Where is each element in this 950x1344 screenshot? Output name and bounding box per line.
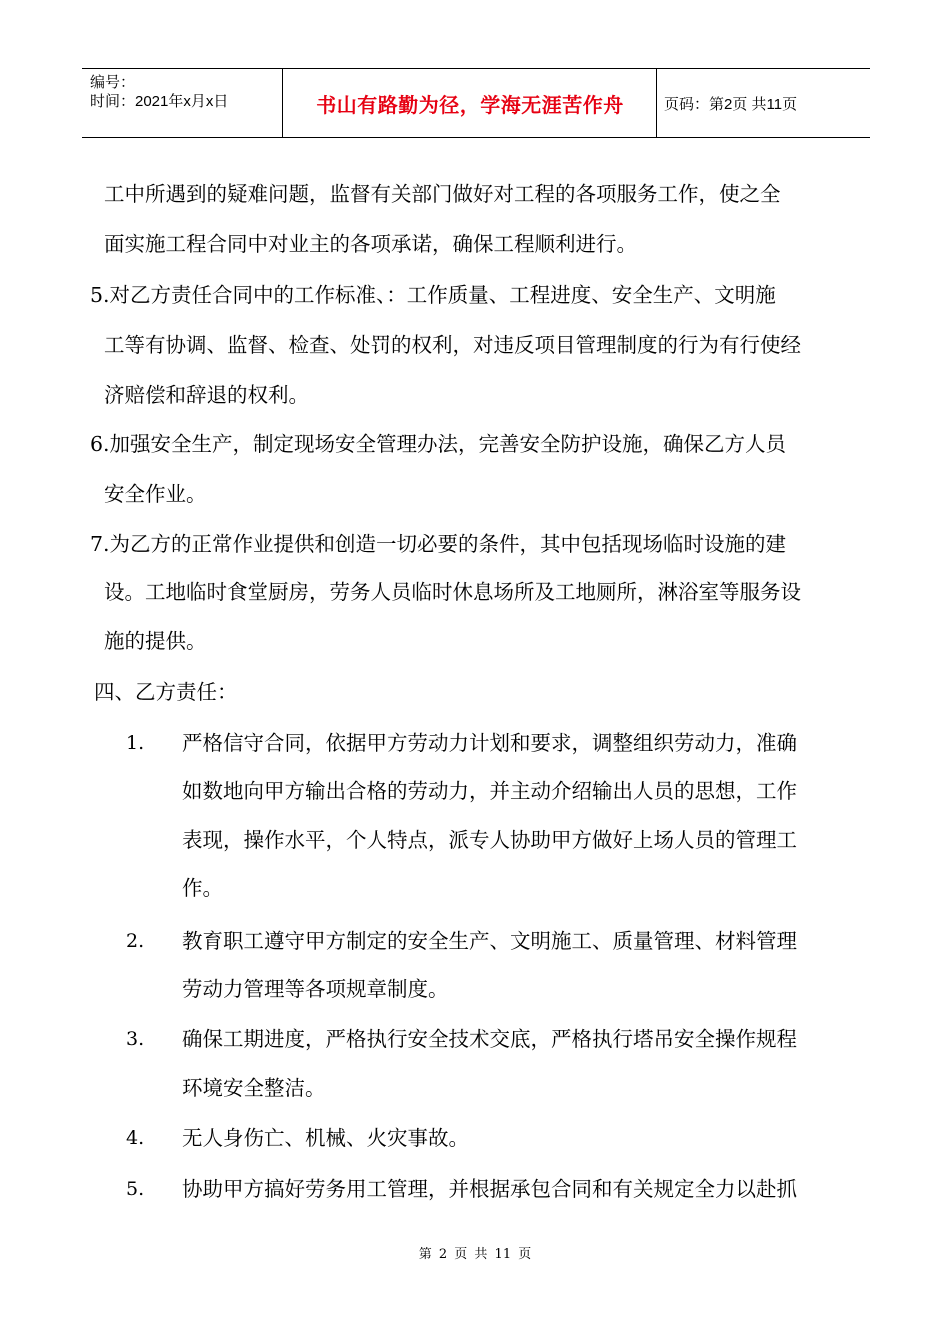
list-item-line: 确保工期进度，严格执行安全技术交底，严格执行塔吊安全操作规程 xyxy=(182,1027,797,1051)
list-item-number: 5. xyxy=(126,1178,145,1200)
body-line: 设。工地临时食堂厨房，劳务人员临时休息场所及工地厕所，淋浴室等服务设 xyxy=(104,580,801,604)
body-line: 工等有协调、监督、检查、处罚的权利，对违反项目管理制度的行为有行使经 xyxy=(104,333,801,357)
body-line: 安全作业。 xyxy=(104,482,207,506)
body-line: 济赔偿和辞退的权利。 xyxy=(104,383,309,407)
body-line: 7.为乙方的正常作业提供和创造一切必要的条件，其中包括现场临时设施的建 xyxy=(90,532,787,556)
list-item-number: 2. xyxy=(126,930,145,952)
header-number-label: 编号： xyxy=(90,74,136,91)
body-line: 6.加强安全生产，制定现场安全管理办法，完善安全防护设施，确保乙方人员 xyxy=(90,432,787,456)
list-item-line: 表现，操作水平，个人特点，派专人协助甲方做好上场人员的管理工 xyxy=(182,828,797,852)
header-page-label: 页码：第2页 共11页 xyxy=(664,95,798,113)
list-item-number: 1. xyxy=(126,732,145,754)
list-item-line: 环境安全整洁。 xyxy=(182,1076,326,1100)
list-item-number: 4. xyxy=(126,1127,145,1149)
list-item-line: 协助甲方搞好劳务用工管理，并根据承包合同和有关规定全力以赴抓 xyxy=(182,1177,797,1201)
header-motto: 书山有路勤为径，学海无涯苦作舟 xyxy=(316,92,624,117)
section-heading: 四、乙方责任： xyxy=(94,680,238,704)
header-divider xyxy=(656,69,657,137)
list-item-number: 3. xyxy=(126,1028,145,1050)
list-item-line: 作。 xyxy=(182,876,223,900)
body-line: 5.对乙方责任合同中的工作标准、：工作质量、工程进度、安全生产、文明施 xyxy=(90,283,776,307)
header-divider xyxy=(282,69,283,137)
body-line: 工中所遇到的疑难问题，监督有关部门做好对工程的各项服务工作，使之全 xyxy=(104,182,781,206)
list-item-line: 严格信守合同，依据甲方劳动力计划和要求，调整组织劳动力，准确 xyxy=(182,731,797,755)
body-line: 施的提供。 xyxy=(104,629,207,653)
header-meta xyxy=(90,73,280,111)
list-item-line: 教育职工遵守甲方制定的安全生产、文明施工、质量管理、材料管理 xyxy=(182,929,797,953)
header-time-label: 时间：2021年x月x日 xyxy=(90,93,229,110)
body-line: 面实施工程合同中对业主的各项承诺，确保工程顺利进行。 xyxy=(104,232,637,256)
page-header xyxy=(82,68,870,138)
list-item-line: 劳动力管理等各项规章制度。 xyxy=(182,977,449,1001)
list-item-line: 无人身伤亡、机械、火灾事故。 xyxy=(182,1126,469,1150)
list-item-line: 如数地向甲方输出合格的劳动力，并主动介绍输出人员的思想，工作 xyxy=(182,779,797,803)
page-footer: 第 2 页 共 11 页 xyxy=(418,1247,532,1262)
